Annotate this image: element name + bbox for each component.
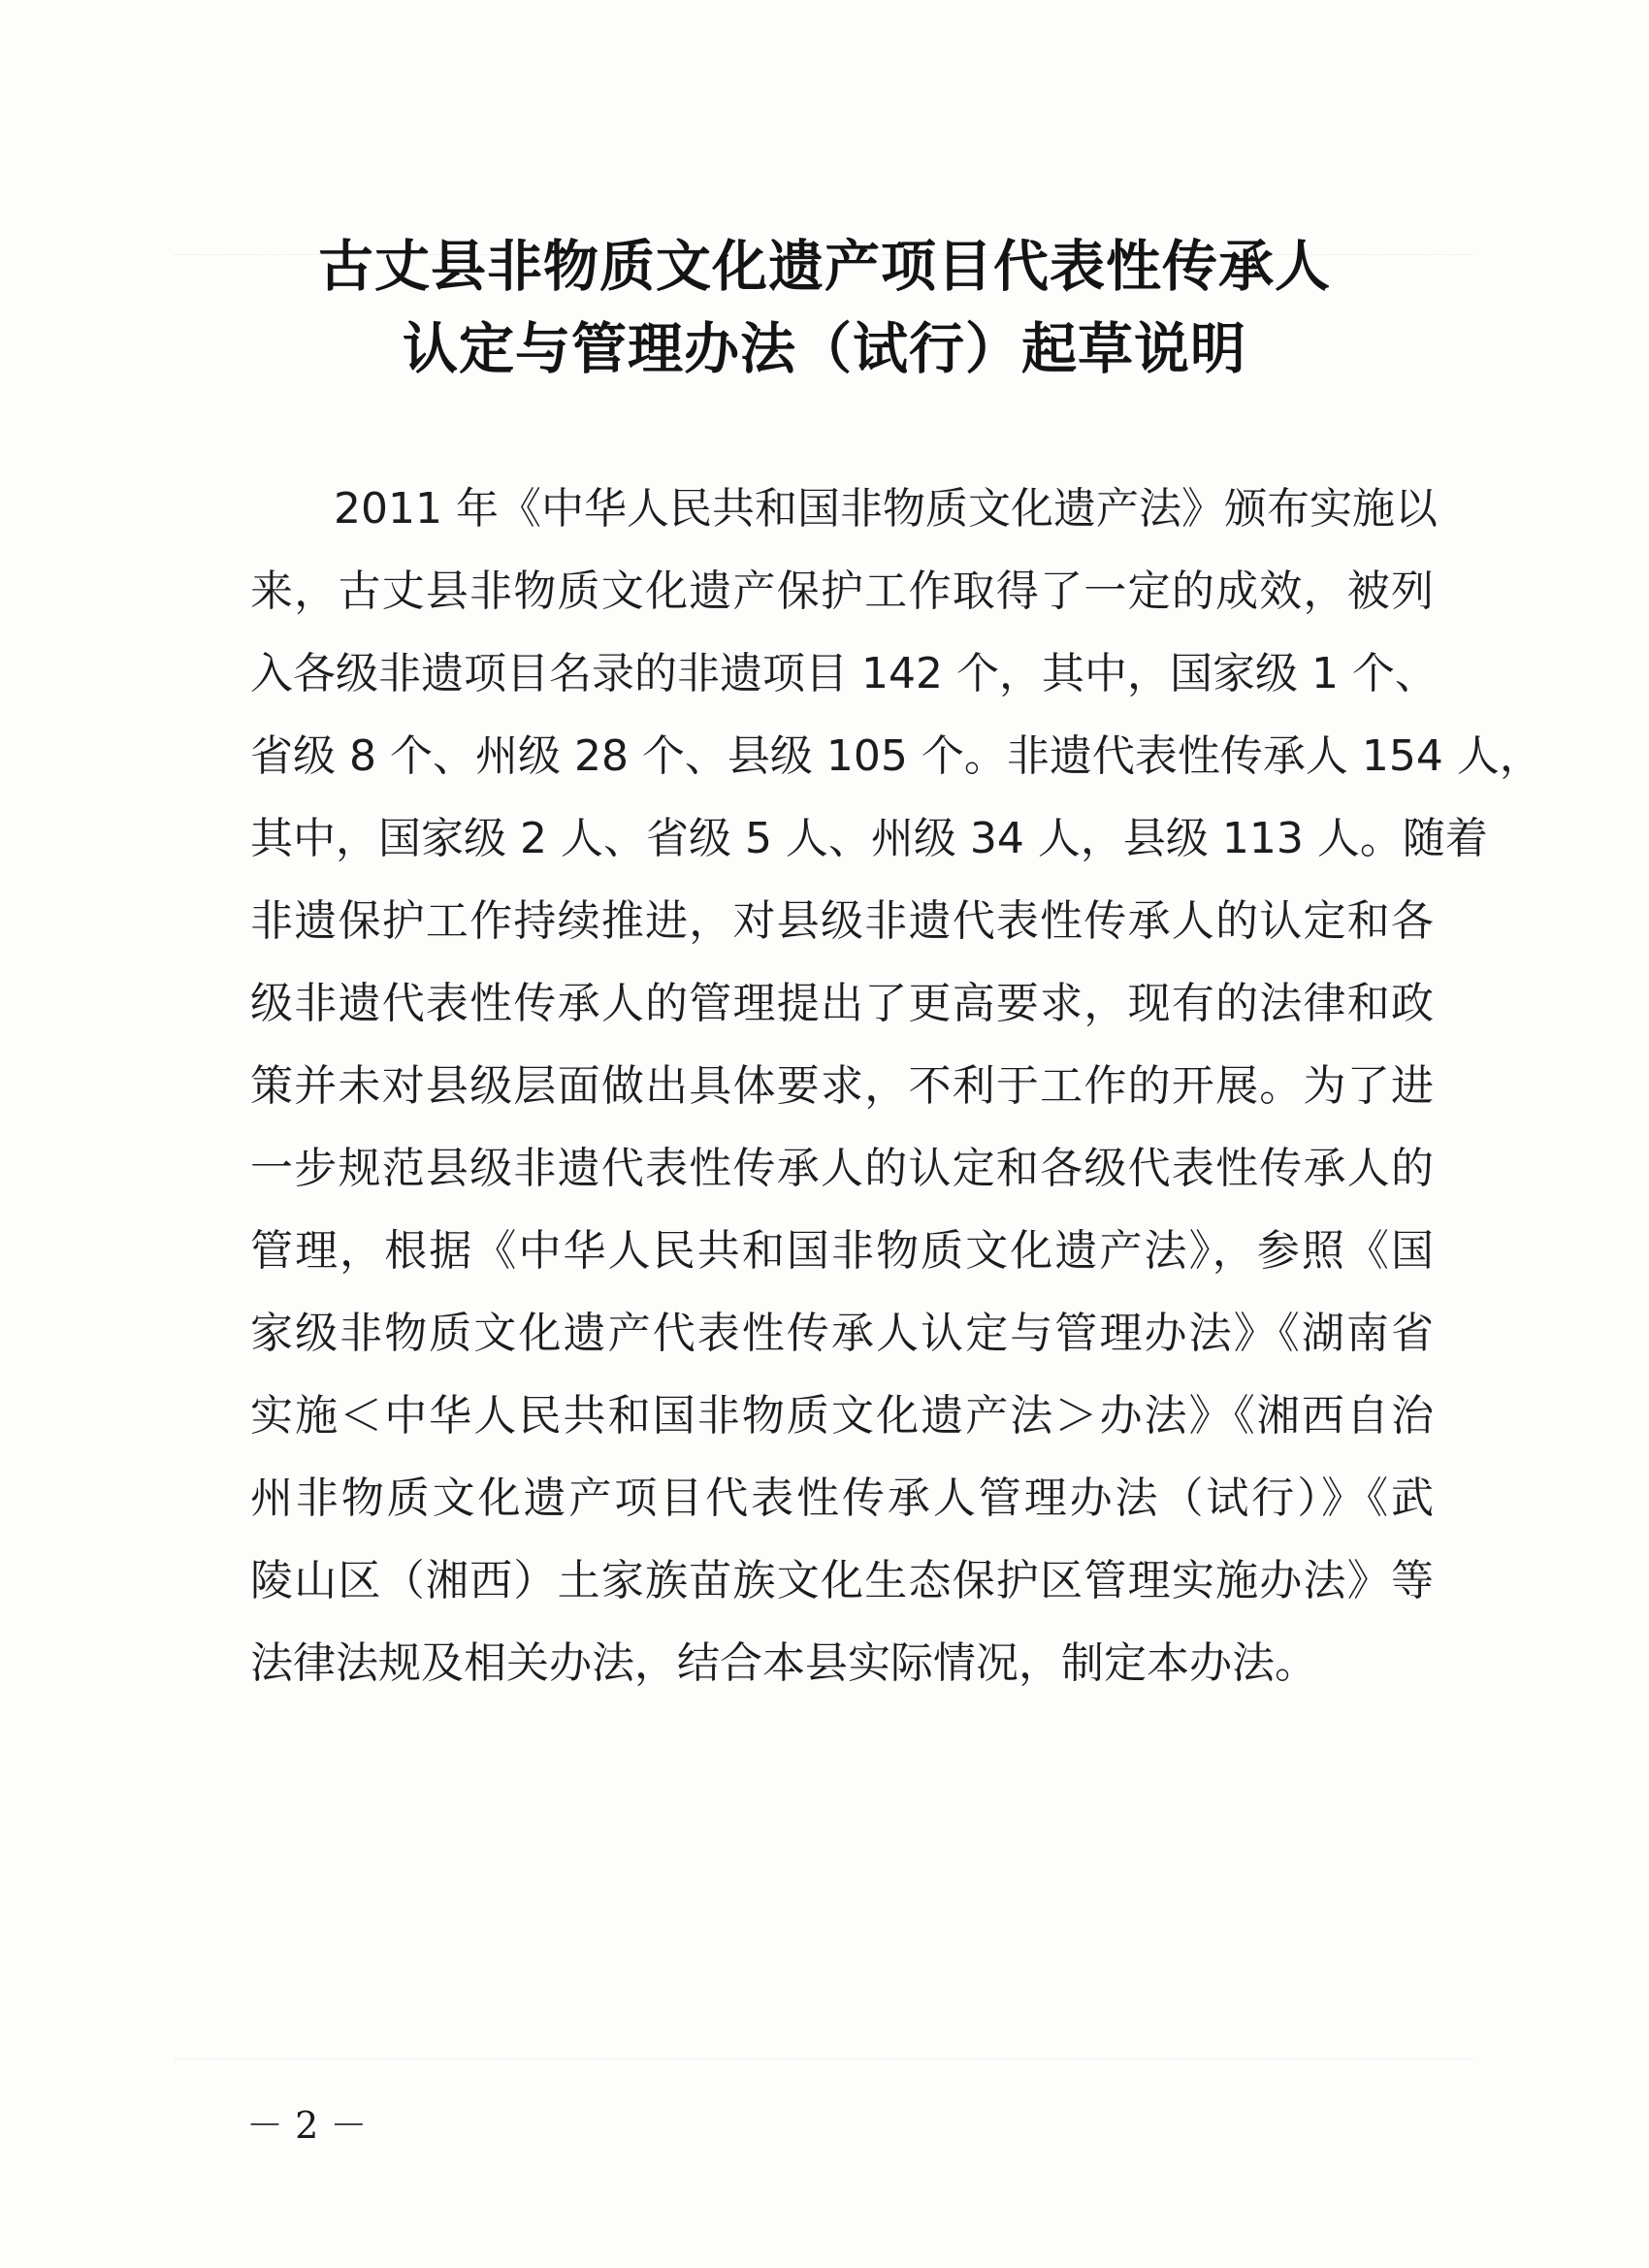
body-line: 非遗保护工作持续推进，对县级非遗代表性传承人的认定和各: [250, 896, 1434, 946]
body-line: 管理，根据《中华人民共和国非物质文化遗产法》，参照《国: [250, 1226, 1434, 1276]
body-line: 来，古丈县非物质文化遗产保护工作取得了一定的成效，被列: [250, 567, 1434, 616]
body-line: 策并未对县级层面做出具体要求，不利于工作的开展。为了进: [250, 1061, 1434, 1111]
document-title-line-1: 古丈县非物质文化遗产项目代表性传承人: [318, 234, 1331, 299]
body-line: 家级非物质文化遗产代表性传承人认定与管理办法》《湖南省: [250, 1309, 1434, 1358]
body-line: 陵山区（湘西）土家族苗族文化生态保护区管理实施办法》等: [250, 1556, 1434, 1605]
body-line: 级非遗代表性传承人的管理提出了更高要求，现有的法律和政: [250, 979, 1434, 1028]
body-line: 入各级非遗项目名录的非遗项目 142 个，其中，国家级 1 个、: [250, 649, 1438, 698]
body-line: 一步规范县级非遗代表性传承人的认定和各级代表性传承人的: [250, 1144, 1434, 1193]
body-line: 实施＜中华人民共和国非物质文化遗产法＞办法》《湘西自治: [250, 1391, 1434, 1441]
scan-bleed-line: [175, 2058, 1474, 2059]
body-line: 法律法规及相关办法，结合本县实际情况，制定本办法。: [250, 1638, 1317, 1688]
body-line: 州非物质文化遗产项目代表性传承人管理办法（试行）》《武: [250, 1474, 1434, 1523]
document-title-line-2: 认定与管理办法（试行）起草说明: [403, 316, 1246, 381]
body-line: 其中，国家级 2 人、省级 5 人、州级 34 人，县级 113 人。随着: [250, 814, 1488, 863]
body-line: 省级 8 个、州级 28 个、县级 105 个。非遗代表性传承人 154 人，: [250, 731, 1542, 781]
page-number: － 2 －: [246, 2104, 368, 2147]
body-line: 2011 年《中华人民共和国非物质文化遗产法》颁布实施以: [334, 484, 1438, 534]
